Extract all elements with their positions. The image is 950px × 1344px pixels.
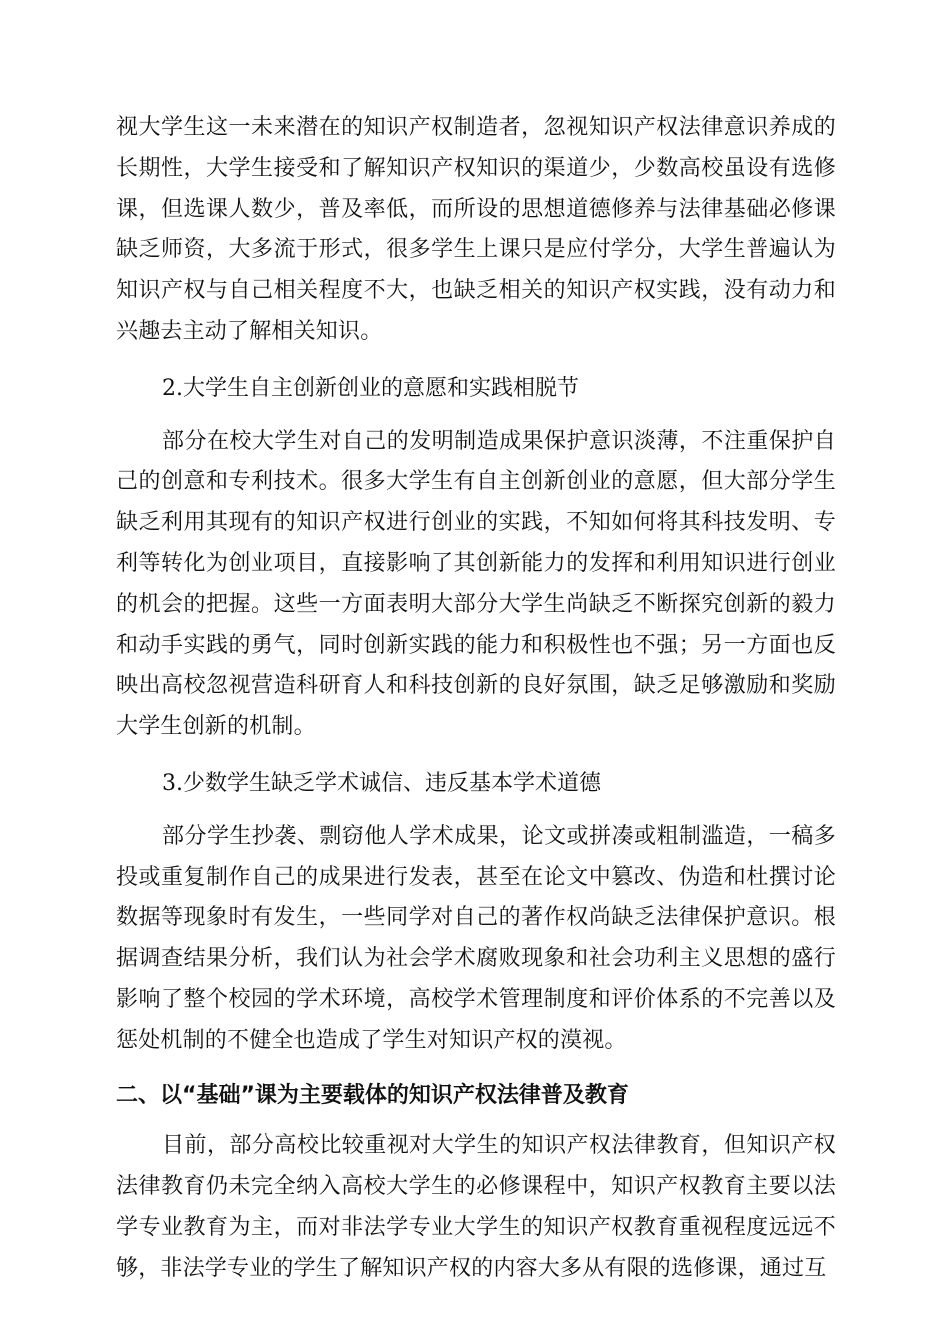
paragraph-academic-integrity: 部分学生抄袭、剽窃他人学术成果，论文或拼凑或粗制滥造，一稿多投或重复制作自己的成果进行发表，甚至在论文中篡改、伪造和杜撰讨论数据等现象时有发生，一些同学对自己的著作权尚缺乏法律保护意识。根据调查结果分析，我们认为社会学术腐败现象和社会功利主义思想的盛行影响了整个校园的学术环境，高校学术管理制度和评价体系的不完善以及惩处机制的不健全也造成了学生对知识产权的漠视。 [116, 823, 836, 1053]
paragraph-continuation: 视大学生这一未来潜在的知识产权制造者，忽视知识产权法律意识养成的长期性，大学生接受和了解知识产权知识的渠道少，少数高校虽设有选修课，但选课人数少，普及率低，而所设的思想道德修养与法律基础必修课缺乏师资，大多流于形式，很多学生上课只是应付学分，大学生普遍认为知识产权与自己相关程度不大，也缺乏相关的知识产权实践，没有动力和兴趣去主动了解相关知识。 [116, 115, 836, 344]
paragraph-innovation: 部分在校大学生对自己的发明制造成果保护意识淡薄，不注重保护自己的创意和专利技术。很多大学生有自主创新创业的意愿，但大部分学生缺乏利用其现有的知识产权进行创业的实践，不知如何将其科技发明、专利等转化为创业项目，直接影响了其创新能力的发挥和利用知识进行创业的机会的把握。这些一方面表明大部分大学生尚缺乏不断探究创新的毅力和动手实践的勇气，同时创新实践的能力和积极性也不强；另一方面也反映出高校忽视营造科研育人和科技创新的良好氛围，缺乏足够激励和奖励大学生创新的机制。 [116, 428, 836, 740]
section-heading-2: 二、以“基础”课为主要载体的知识产权法律普及教育 [116, 1082, 629, 1108]
subheading-2: 2.大学生自主创新创业的意愿和实践相脱节 [162, 375, 579, 401]
document-page [116, 108, 836, 1290]
subheading-3: 3.少数学生缺乏学术诚信、违反基本学术道德 [162, 770, 601, 796]
paragraph-current-status: 目前，部分高校比较重视对大学生的知识产权法律教育，但知识产权法律教育仍未完全纳入高校大学生的必修课程中，知识产权教育主要以法学专业教育为主，而对非法学专业大学生的知识产权教育重视程度远远不够，非法学专业的学生了解知识产权的内容大多从有限的选修课，通过互 [116, 1133, 836, 1281]
